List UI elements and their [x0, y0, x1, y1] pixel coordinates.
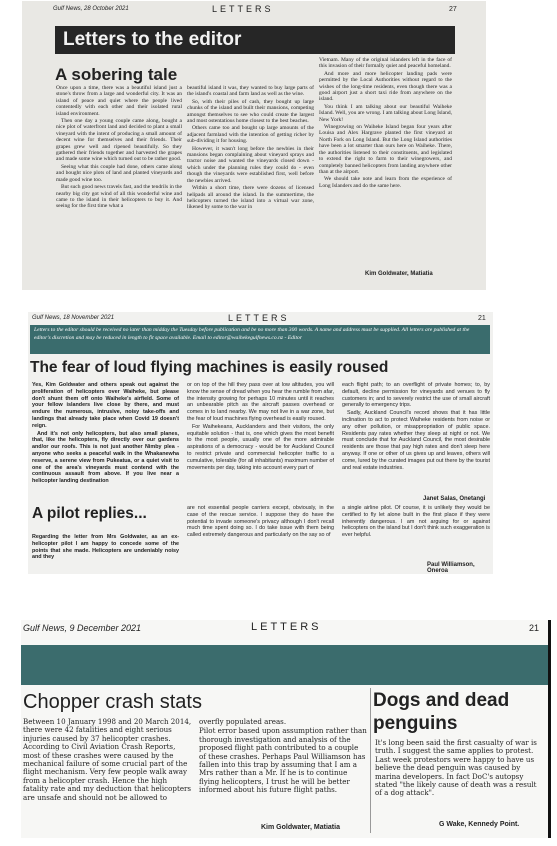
letter-signature: G Wake, Kennedy Point. — [439, 821, 520, 828]
letter-paragraph: But such good news travels fast, and the tendrils in the nearby big city got wind of all this wonderful wine and came to the island in their helicopters to buy it. And seeing for the first time what a — [56, 184, 182, 210]
editor-notice: Letters to the editor should be received no later than midday the Tuesday before publication and be no more than 300 words. A name and address must be supplied. All letters are published at the editor's discretion and may be reduced in length to fit space available. Email to editor@waihekegulfnews.co.nz - Editor — [30, 325, 490, 354]
clipping-dec-09 — [21, 620, 551, 838]
letter-column-2 — [199, 718, 367, 823]
section-bar — [21, 645, 548, 685]
letter-paragraph: Within a short time, there were dozens of licensed helipads all around the island. In the summertime, the helicopters turned the island into a virtual war zone, likened by some to the war in — [187, 185, 314, 211]
letter-column-5 — [187, 505, 334, 572]
issue-date: Gulf News, 9 December 2021 — [23, 623, 142, 633]
letter-column-3 — [342, 382, 490, 494]
letter-paragraph: Once upon a time, there was a beautiful island just a stone's throw from a large and wonderful city. It was an island of peace and quiet where the people lived contentedly with each other and their isolated rural island environment. — [56, 85, 182, 117]
clipping-oct-28 — [22, 1, 486, 290]
letter-paragraph: For Waihekeans, Aucklanders and their visitors, the only equitable solution - that is, one which gives the most benefit to the most people, usually one of the more admirable aspirations of a democracy - would be for Auckland Council to restrict private and commercial helicopter traffic to a cumulative, tolerable (for all inhabitants) maximum number of movements per day, taking into account every part of — [187, 423, 334, 471]
letter-paragraph: Others came too and bought up large amounts of the adjacent farmland with the intention of getting richer by sub-dividing it for housing. — [187, 125, 314, 145]
letter-column-2 — [187, 382, 334, 506]
letter-paragraph: It's long been said the first casualty of war is truth. I suggest the same applies to protest. Last week protestors were happy to have us believe the dead penguin was caused by marina developers. In fact DoC's autopsy stated "the likely cause of death was a result of a dog attack". — [375, 739, 537, 798]
issue-date: Gulf News, 28 October 2021 — [53, 6, 129, 12]
letter-paragraph: Vietnam. Many of the original islanders left in the face of this invasion of their formally quiet and peaceful homeland. — [319, 57, 452, 70]
letter-column-1 — [56, 85, 182, 281]
letter-paragraph: And more and more helicopter landing pads were permitted by the Local Authorities without regard to the wishes of the long-time residents, even though there was a good airport just a short taxi ride from anywhere on the island. — [319, 70, 452, 103]
letter-signature: Kim Goldwater, Matiatia — [365, 271, 433, 277]
letter-paragraph: Between 10 January 1998 and 20 March 2014, there were 42 fatalities and eight serious injuries caused by 37 helicopter crashes. According to Civil Aviation Crash Reports, most of these crashes were caused by the mechanical failure of some crucial part of the flight mechanism. Very few people walk away from a helicopter crash. Hence the high fatality rate and my deduction that helicopters are unsafe and should not be allowed to — [23, 718, 192, 802]
issue-date: Gulf News, 18 November 2021 — [32, 315, 115, 321]
letter-paragraph: Yes, Kim Goldwater and others speak out against the proliferation of helicopters over Waiheke, but please don't shunt them off onto Waiheke's airfield. Some of your fellow islanders live close by there, and must endure the numerous, intrusive, noisy take-offs and landings that already take place when Covid 19 doesn't reign. — [32, 382, 179, 429]
letter-headline: Dogs and dead penguins — [373, 690, 510, 734]
page-number: 21 — [529, 623, 540, 633]
letter-headline: A pilot replies... — [32, 505, 147, 522]
page-number: 27 — [449, 6, 457, 13]
clipping-nov-18 — [28, 312, 493, 574]
letter-paragraph: Pilot error based upon assumption rather than thorough investigation and analysis of the proposed flight path contributed to a couple of these crashes. Perhaps Paul Williamson has fallen into this trap by assuming that I am a Mrs rather than a Mr. If he is to continue flying helicopters, I trust he will be better informed about his future flight paths. — [199, 726, 367, 795]
letter-paragraph: Then one day a young couple came along, bought a nice plot of waterfront land and decided to plant a small vineyard with the intent of producing a small amount of decent wine for themselves and their friends. Their grapes grew well and ripened beautifully. So they gathered their friends together and harvested the grapes and made some wine which turned out to be rather good. — [56, 118, 182, 163]
letter-paragraph: We should take note and learn from the experience of Long Islanders and do the same here. — [319, 176, 452, 189]
letter-paragraph: And it's not only helicopters, but also small planes, that, like the helicopters, fly directly over our gardens and/or our roofs. This is not just another Nimby plea - anyone who seeks a peaceful walk in the Whakanewha reserve, a serene view from Pukeatua, or a quiet visit to one of the area's vineyards must contend with the continuous assault from above. If you live near a helicopter landing destination — [32, 430, 179, 485]
letter-signature: Paul Williamson, Oneroa — [427, 562, 475, 574]
letter-paragraph: So, with their piles of cash, they bought up large chunks of the island and built their mansions, competing amongst themselves to see who could create the largest and most ostentatious home closest to the best beaches. — [187, 98, 314, 125]
letter-column-6 — [342, 505, 490, 557]
banner-title: Letters to the editor — [63, 29, 242, 50]
letter-headline: A sobering tale — [55, 65, 178, 84]
letter-headline: The fear of loud flying machines is easily roused — [30, 359, 389, 376]
letter-column-2 — [187, 85, 314, 281]
letter-paragraph: are not essential people carriers except, obviously, in the case of the rescue service. I suppose they do have the potential to invade someone's privacy although I don't recall much time spent doing so. I do take issue with them being called extremely dangerous and particularly on the say so of — [187, 505, 334, 539]
letter-column-4 — [32, 534, 179, 572]
letter-headline: Chopper crash stats — [23, 691, 202, 713]
letter-paragraph: a single airline pilot. Of course, it is unlikely they would be certified to fly let alone built in the first place if they were inherently dangerous. I am not arguing for or against helicopters on the island but I don't think such exaggeration is ever helpful. — [342, 505, 490, 539]
section-banner — [55, 26, 455, 54]
letter-paragraph: overfly populated areas. — [199, 718, 287, 726]
letter-paragraph: Regarding the letter from Mrs Goldwater, as an ex-helicopter pilot I am happy to concede some of the points that she made. Helicopters are undeniably noisy and they — [32, 534, 179, 561]
page-number: 21 — [478, 315, 486, 322]
letter-column-1 — [32, 382, 179, 506]
letter-paragraph: However, it wasn't long before the newbies in their mansions began complaining about vineyard sprays and tractor noise and wanted the vineyards closed down - which under the planning rules they could do - even though the vineyards were established first, well before the newbies arrived. — [187, 145, 314, 184]
letter-paragraph: Seeing what this couple had done, others came along and bought nice plots of land and planted vineyards and made good wine too. — [56, 163, 182, 183]
letter-signature: Kim Goldwater, Matiatia — [261, 824, 340, 831]
letter-column-3 — [375, 739, 543, 819]
letter-paragraph: Winegrowing on Waiheke Island began four years after Louisa and Alex Hargrave planted the first vineyard at North Fork on Long Island. But the Long Island authorities have been a lot smarter than ours here on Waiheke. There, the authorities listened to their constituents, and legislated to extend the right to farm to their winegrowers, and completely banned helicopters from landing anywhere other than at the airport. — [319, 124, 452, 175]
letter-paragraph: Sadly, Auckland Council's record shows that it has little inclination to act to protect Waiheke residents from noise or any other pollution, or misappropriation of public space. Residents pay rates whether they sleep at night or not. We must conclude that for Auckland Council, the most desirable residents are those that pay high rates and don't sleep here anyway. If one or other of us gives up and leaves, others will come, lured by the curated images put out there by the tourist and real estate industries. — [342, 410, 490, 471]
section-label: LETTERS — [228, 313, 290, 323]
letter-paragraph: or on top of the hill they pass over at low altitudes, you will know the sense of dread when you hear the rumble from afar, the intensity growing for perhaps 10 minutes until it reaches an unbearable pitch as the aircraft passes overhead or comes in to land nearby. We may not live in a war zone, but the fear of loud machines flying overhead is easily roused. — [187, 382, 334, 422]
letter-paragraph: beautiful island it was, they wanted to buy large parts of the island's coastal and farm land as well as the wine. — [187, 85, 314, 98]
letter-paragraph: You think I am talking about our beautiful Waiheke Island. Well, you are wrong. I am talking about Long Island, New York! — [319, 103, 452, 123]
letter-signature: Janet Salas, Onetangi — [423, 496, 486, 502]
letter-paragraph: each flight path; to an overflight of private homes; to, by default, decline permission for vineyards and venues to fly customers in; and to severely restrict the use of small aircraft generally to emergency trips. — [342, 382, 490, 409]
section-label: LETTERS — [212, 4, 274, 14]
column-divider — [370, 688, 371, 833]
letter-column-1 — [23, 718, 193, 823]
section-label: LETTERS — [251, 621, 322, 633]
letter-column-3 — [319, 57, 452, 263]
